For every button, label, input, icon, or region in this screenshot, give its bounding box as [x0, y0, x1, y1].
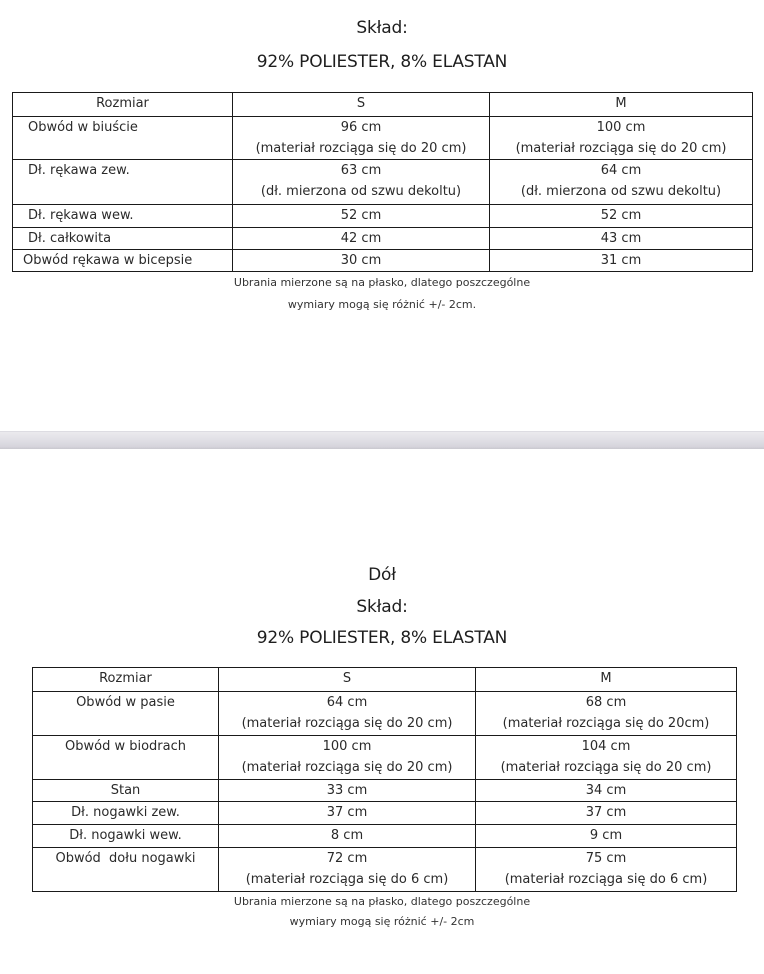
row-label: Obwód dołu nogawki [33, 848, 219, 892]
bottom-measurement-note-line1: Ubrania mierzone są na płasko, dlatego poszczególne [233, 895, 531, 908]
top-measurement-note-line1: Ubrania mierzone są na płasko, dlatego poszczególne [233, 276, 531, 289]
top-composition-label: Skład: [356, 18, 408, 38]
value: 68 cm [585, 695, 627, 710]
row-label: Dł. nogawki zew. [33, 802, 219, 825]
header-size: Rozmiar [13, 93, 233, 117]
table-row [33, 848, 737, 892]
cell-s [219, 848, 476, 892]
value-note: (materiał rozciąga się do 20 cm) [241, 716, 453, 731]
table-row [33, 780, 737, 802]
top-size-table [12, 92, 753, 272]
cell-m [490, 160, 753, 205]
header-size: Rozmiar [33, 668, 219, 692]
cell-m: 31 cm [490, 250, 753, 272]
row-label: Obwód w biuście [13, 117, 233, 160]
cell-s [233, 117, 490, 160]
table-row [33, 825, 737, 848]
value-note: (materiał rozciąga się do 6 cm) [245, 872, 449, 887]
value-note: (dł. mierzona od szwu dekoltu) [260, 184, 462, 199]
value-note: (materiał rozciąga się do 20 cm) [255, 141, 467, 156]
row-label: Obwód w pasie [33, 692, 219, 736]
value: 100 cm [596, 120, 646, 135]
value: 72 cm [326, 851, 368, 866]
table-row [33, 692, 737, 736]
row-label: Dł. całkowita [13, 228, 233, 250]
value-note: (dł. mierzona od szwu dekoltu) [520, 184, 722, 199]
value: 64 cm [326, 695, 368, 710]
top-measurement-note-line2: wymiary mogą się różnić +/- 2cm. [287, 298, 477, 311]
cell-s: 8 cm [219, 825, 476, 848]
table-row [13, 117, 753, 160]
value-note: (materiał rozciąga się do 20cm) [502, 716, 710, 731]
bottom-section-title: Dół [368, 565, 396, 585]
cell-m [476, 848, 737, 892]
header-s: S [233, 93, 490, 117]
cell-s [233, 160, 490, 205]
bottom-composition-value: 92% POLIESTER, 8% ELASTAN [256, 628, 508, 648]
value: 104 cm [581, 739, 631, 754]
section-separator [0, 431, 764, 449]
value-note: (materiał rozciąga się do 6 cm) [504, 872, 708, 887]
row-label: Dł. rękawa wew. [13, 205, 233, 228]
table-row [13, 228, 753, 250]
bottom-size-table [32, 667, 737, 892]
cell-m: 9 cm [476, 825, 737, 848]
cell-s: 42 cm [233, 228, 490, 250]
cell-m: 52 cm [490, 205, 753, 228]
bottom-measurement-note-line2: wymiary mogą się różnić +/- 2cm [289, 915, 475, 928]
table-row [13, 160, 753, 205]
bottom-composition-label: Skład: [356, 597, 408, 617]
cell-m [476, 736, 737, 780]
cell-s [219, 692, 476, 736]
table-row [13, 250, 753, 272]
header-m: M [490, 93, 753, 117]
row-label: Dł. rękawa zew. [13, 160, 233, 205]
value: 96 cm [340, 120, 382, 135]
cell-m [476, 692, 737, 736]
table-header-row [33, 668, 737, 692]
value-note: (materiał rozciąga się do 20 cm) [241, 760, 453, 775]
value-note: (materiał rozciąga się do 20 cm) [515, 141, 727, 156]
top-composition-value: 92% POLIESTER, 8% ELASTAN [256, 52, 508, 72]
value: 100 cm [322, 739, 372, 754]
cell-m [490, 117, 753, 160]
row-label: Obwód rękawa w bicepsie [13, 250, 233, 272]
cell-s: 30 cm [233, 250, 490, 272]
cell-s: 52 cm [233, 205, 490, 228]
header-s: S [219, 668, 476, 692]
table-row [13, 205, 753, 228]
cell-s: 37 cm [219, 802, 476, 825]
value-note: (materiał rozciąga się do 20 cm) [500, 760, 712, 775]
value: 64 cm [600, 163, 642, 178]
cell-s [219, 736, 476, 780]
cell-s: 33 cm [219, 780, 476, 802]
cell-m: 43 cm [490, 228, 753, 250]
header-m: M [476, 668, 737, 692]
value: 63 cm [340, 163, 382, 178]
table-header-row [13, 93, 753, 117]
table-row [33, 802, 737, 825]
cell-m: 37 cm [476, 802, 737, 825]
row-label: Stan [33, 780, 219, 802]
row-label: Obwód w biodrach [33, 736, 219, 780]
cell-m: 34 cm [476, 780, 737, 802]
table-row [33, 736, 737, 780]
value: 75 cm [585, 851, 627, 866]
row-label: Dł. nogawki wew. [33, 825, 219, 848]
